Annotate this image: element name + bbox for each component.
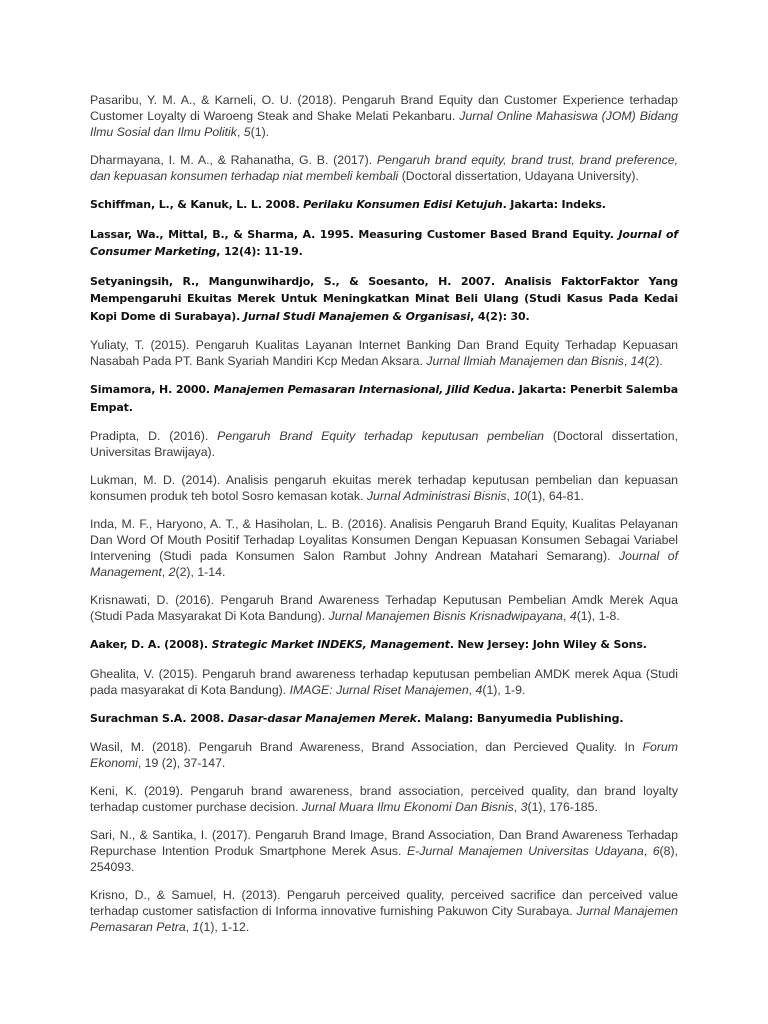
reference-italic-text: E-Jurnal Manajemen Universitas Udayana	[406, 844, 644, 858]
reference-entry	[90, 516, 678, 580]
reference-italic-text: Jurnal Manajemen Bisnis Krisnadwipayana	[328, 609, 564, 623]
reference-text: ,	[513, 800, 521, 814]
reference-text: Surachman S.A. 2008.	[90, 711, 228, 725]
reference-text: (2), 1-14.	[175, 565, 226, 579]
reference-italic-text: Manajemen Pemasaran Internasional, Jilid Kedua	[213, 383, 511, 396]
reference-text: (8), 254093.	[90, 844, 678, 874]
reference-italic-text: Forum Ekonomi	[90, 740, 678, 770]
reference-italic-text: 6	[652, 844, 660, 858]
reference-text: Aaker, D. A. (2008).	[90, 638, 212, 651]
reference-text: (1), 1-8.	[576, 609, 620, 623]
reference-text: Keni, K. (2019). Pengaruh brand awareness, brand association, perceived quality, dan brand loyalty terhadap customer purchase decision.	[90, 784, 678, 814]
reference-text: ,	[563, 609, 570, 623]
reference-italic-text: Jurnal Manajemen Pemasaran Petra	[90, 904, 678, 934]
reference-entry	[90, 226, 678, 261]
reference-italic-text: 10	[513, 489, 528, 503]
reference-entry	[90, 783, 678, 815]
reference-italic-text: 3	[520, 800, 528, 814]
reference-entry	[90, 827, 678, 875]
reference-text: Dharmayana, I. M. A., & Rahanatha, G. B. (2017).	[90, 153, 377, 167]
reference-text: Schiffman, L., & Kanuk, L. L. 2008.	[90, 198, 304, 211]
reference-italic-text: Perilaku Konsumen Edisi Ketujuh	[303, 198, 503, 211]
reference-text: , 19 (2), 37-147.	[137, 756, 226, 770]
reference-italic-text: 14	[630, 354, 645, 368]
reference-entry	[90, 152, 678, 184]
reference-entry	[90, 273, 678, 326]
reference-text: . New Jersey: John Wiley & Sons.	[449, 638, 647, 651]
reference-text: ,	[185, 920, 193, 934]
reference-entry	[90, 428, 678, 460]
reference-entry	[90, 592, 678, 624]
reference-text: Pradipta, D. (2016).	[90, 429, 218, 443]
reference-text: ,	[161, 565, 169, 579]
reference-text: (1), 1-12.	[199, 920, 250, 934]
reference-entry	[90, 666, 678, 698]
reference-text: , 4(2): 30.	[470, 309, 530, 323]
reference-text: Lassar, Wa., Mittal, B., & Sharma, A. 1995. Measuring Customer Based Brand Equity.	[90, 227, 619, 241]
reference-italic-text: Dasar-dasar Manajemen Merek	[227, 711, 417, 725]
reference-text: . Jakarta: Penerbit Salemba Empat.	[90, 383, 678, 414]
reference-entry	[90, 381, 678, 416]
reference-text: ,	[623, 354, 631, 368]
reference-text: (1), 1-9.	[482, 682, 526, 697]
reference-entry	[90, 636, 678, 654]
reference-entry	[90, 710, 678, 728]
reference-text: Krisno, D., & Samuel, H. (2013). Pengaruh perceived quality, perceived sacrifice dan perceived value terhadap customer satisfaction di Informa innovative furnishing Pakuwon City Surabaya.	[90, 888, 678, 918]
reference-entry	[90, 472, 678, 504]
reference-text: Yuliaty, T. (2015). Pengaruh Kualitas Layanan Internet Banking Dan Brand Equity Terhadap Kepuasan Nasabah Pada PT. Bank Syariah Mandiri Kcp Medan Aksara.	[90, 338, 678, 368]
reference-italic-text: Pengaruh Brand Equity terhadap keputusan pembelian	[217, 429, 545, 443]
reference-text: ,	[468, 682, 476, 697]
reference-text: ,	[236, 125, 244, 139]
reference-italic-text: 4	[569, 609, 577, 623]
reference-italic-text: Strategic Market INDEKS, Management	[211, 638, 450, 651]
reference-italic-text: Pengaruh brand equity, brand trust, brand preference, dan kepuasan konsumen terhadap niat membeli kembali	[90, 153, 679, 183]
reference-text: (Doctoral dissertation, Universitas Brawijaya).	[90, 429, 678, 459]
reference-text: Wasil, M. (2018). Pengaruh Brand Awareness, Brand Association, dan Percieved Quality. In	[90, 740, 643, 754]
reference-entry	[90, 196, 678, 214]
reference-text: . Malang: Banyumedia Publishing.	[416, 711, 624, 725]
reference-text: Krisnawati, D. (2016). Pengaruh Brand Awareness Terhadap Keputusan Pembelian Amdk Merek Aqua (Studi Pada Masyarakat Di Kota Bandung).	[90, 593, 678, 623]
reference-text: Inda, M. F., Haryono, A. T., & Hasiholan, L. B. (2016). Analisis Pengaruh Brand Equity, Kualitas Pelayanan Dan Word Of Mouth Positif Terhadap Loyalitas Konsumen Dengan Kepuasan Konsumen Sebagai Variabel Intervening (Studi pada Konsumen Salon Rambut Johny Andrean Matahari Semarang).	[90, 517, 678, 563]
reference-text: (1), 64-81.	[527, 489, 584, 503]
reference-text: Sari, N., & Santika, I. (2017). Pengaruh Brand Image, Brand Association, Dan Brand Awareness Terhadap Repurchase Intention Produk Smartphone Merek Asus.	[90, 828, 678, 858]
reference-italic-text: Jurnal Administrasi Bisnis	[366, 489, 507, 503]
reference-text: Lukman, M. D. (2014). Analisis pengaruh ekuitas merek terhadap keputusan pembelian dan kepuasan konsumen produk teh botol Sosro kemasan kotak.	[90, 473, 678, 503]
reference-text: ,	[643, 844, 653, 858]
reference-italic-text: IMAGE: Jurnal Riset Manajemen	[289, 682, 469, 697]
reference-italic-text: Jurnal Studi Manajemen & Organisasi	[243, 309, 471, 323]
reference-text: (2).	[644, 354, 663, 368]
reference-text: (1), 176-185.	[527, 800, 598, 814]
reference-text: (Doctoral dissertation, Udayana University).	[398, 169, 639, 183]
reference-entry	[90, 337, 678, 369]
reference-italic-text: Jurnal Online Mahasiswa (JOM) Bidang Ilmu Sosial dan Ilmu Politik	[90, 109, 678, 139]
reference-italic-text: Jurnal Ilmiah Manajemen dan Bisnis	[426, 354, 624, 368]
reference-text: (1).	[250, 125, 270, 139]
reference-italic-text: Journal of Management	[90, 549, 679, 579]
reference-text: Pasaribu, Y. M. A., & Karneli, O. U. (2018). Pengaruh Brand Equity dan Customer Experience terhadap Customer Loyalty di Waroeng Steak and Shake Melati Pekanbaru.	[90, 93, 678, 123]
reference-italic-text: Jurnal Muara Ilmu Ekonomi Dan Bisnis	[301, 800, 514, 814]
reference-text: , 12(4): 11-19.	[216, 245, 303, 258]
reference-italic-text: 4	[475, 682, 483, 697]
reference-italic-text: Journal of Consumer Marketing	[90, 227, 678, 258]
reference-italic-text: 1	[192, 920, 200, 934]
reference-entry	[90, 739, 678, 771]
reference-text: . Jakarta: Indeks.	[502, 198, 606, 211]
reference-italic-text: 2	[168, 565, 176, 579]
reference-text: Setyaningsih, R., Mangunwihardjo, S., & Soesanto, H. 2007. Analisis FaktorFaktor Yang Mempengaruhi Ekuitas Merek Untuk Meningkatkan Minat Beli Ulang (Studi Kasus Pada Kedai Kopi Dome di Surabaya).	[90, 274, 678, 323]
reference-italic-text: 5	[243, 125, 251, 139]
reference-text: ,	[506, 489, 514, 503]
reference-text: Ghealita, V. (2015). Pengaruh brand awareness terhadap keputusan pembelian AMDK merek Aqua (Studi pada masyarakat di Kota Bandung).	[90, 666, 678, 697]
reference-list	[90, 92, 678, 947]
reference-entry	[90, 887, 678, 935]
reference-entry	[90, 92, 678, 140]
reference-text: Simamora, H. 2000.	[90, 383, 214, 396]
